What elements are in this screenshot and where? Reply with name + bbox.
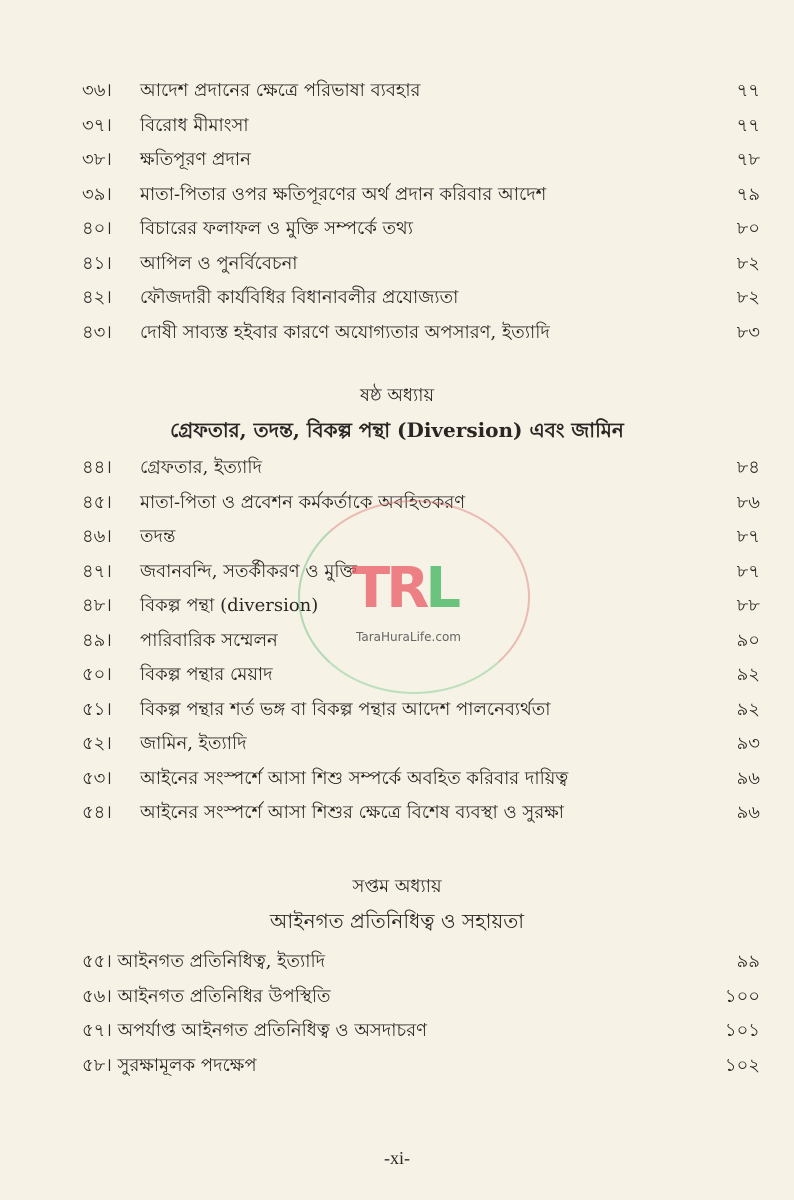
toc-entry [82, 281, 760, 316]
entry-number: ৫৩। [82, 767, 112, 789]
entry-title: বিরোধ মীমাংসা [140, 114, 249, 136]
toc-entry [82, 693, 760, 728]
entry-page: ৯২ [736, 698, 760, 720]
toc-entry [82, 980, 760, 1015]
toc-entry [82, 143, 760, 178]
entry-number: ৩৮। [82, 149, 112, 170]
entry-page: ৯৯ [736, 951, 760, 972]
toc-entry [82, 1014, 760, 1049]
toc-entry [82, 109, 760, 144]
entry-title: অপর্যাপ্ত আইনগত প্রতিনিধিত্ব ও অসদাচরণ [117, 1020, 427, 1041]
toc-entry [82, 945, 760, 980]
watermark-text: TaraHuraLife.com [356, 630, 461, 644]
toc-entry [82, 727, 760, 762]
entry-page: ৭৭ [736, 114, 760, 136]
entry-title: বিকল্প পন্থা (diversion) [140, 595, 319, 616]
entry-title: সুরক্ষামূলক পদক্ষেপ [117, 1054, 257, 1076]
entry-number: ৪৬। [82, 526, 112, 547]
entry-title: ফৌজদারী কার্যবিধির বিধানাবলীর প্রযোজ্যতা [140, 287, 459, 308]
entry-page: ৮৮ [736, 595, 760, 616]
toc-entry [82, 74, 760, 109]
entry-title: বিচারের ফলাফল ও মুক্তি সম্পর্কে তথ্য [140, 218, 413, 239]
entry-page: ৮৭ [736, 560, 760, 582]
entry-number: ৪২। [82, 287, 112, 308]
entry-number: ৩৯। [82, 183, 112, 205]
entry-title: আদেশ প্রদানের ক্ষেত্রে পরিভাষা ব্যবহার [140, 80, 421, 101]
entry-number: ৪০। [82, 218, 112, 239]
entry-title: আপিল ও পুনর্বিবেচনা [140, 252, 298, 274]
entry-page: ৮৩ [736, 321, 760, 343]
entry-title: দোষী সাব্যস্ত হইবার কারণে অযোগ্যতার অপসারণ, ইত্যাদি [140, 321, 550, 343]
entry-page: ৭৮ [736, 149, 760, 170]
chapter6-subheading: গ্রেফতার, তদন্ত, বিকল্প পন্থা (Diversion) এবং জামিন [170, 418, 624, 442]
entry-number: ৪৮। [82, 595, 112, 616]
entry-title: আইনগত প্রতিনিধিত্ব, ইত্যাদি [117, 951, 326, 972]
toc-entry [82, 589, 760, 624]
entry-page: ৮৬ [736, 491, 760, 513]
entry-title: মাতা-পিতার ওপর ক্ষতিপূরণের অর্থ প্রদান করিবার আদেশ [140, 183, 547, 205]
toc-list-chapter7 [82, 945, 760, 1083]
toc-entry [82, 316, 760, 351]
watermark-logo: TRL [352, 556, 458, 621]
entry-number: ৪৪। [82, 457, 112, 478]
toc-entry [82, 178, 760, 213]
entry-page: ৮৭ [736, 526, 760, 547]
entry-title: আইনগত প্রতিনিধির উপস্থিতি [117, 985, 331, 1007]
entry-number: ৫১। [82, 698, 112, 720]
entry-number: ৫৭। [82, 1020, 112, 1041]
entry-number: ৪৩। [82, 321, 112, 343]
page-number: -xi- [384, 1148, 410, 1168]
entry-number: ৪৭। [82, 560, 112, 582]
entry-number: ৩৭। [82, 114, 112, 136]
entry-title: গ্রেফতার, ইত্যাদি [140, 457, 262, 478]
entry-number: ৪৯। [82, 629, 112, 651]
entry-page: ৯২ [736, 664, 760, 685]
chapter6-heading: ষষ্ঠ অধ্যায় [359, 385, 435, 406]
entry-page: ৭৯ [736, 183, 760, 205]
toc-entry [82, 762, 760, 797]
entry-title: তদন্ত [140, 526, 176, 547]
entry-page: ৯০ [736, 629, 760, 651]
entry-page: ৭৭ [736, 80, 760, 101]
toc-entry [82, 796, 760, 831]
toc-entry [82, 624, 760, 659]
entry-page: ৯৩ [736, 733, 760, 754]
entry-title: জবানবন্দি, সতর্কীকরণ ও মুক্তি [140, 560, 357, 582]
entry-number: ৩৬। [82, 80, 112, 101]
entry-number: ৫৬। [82, 985, 112, 1007]
entry-number: ৫২। [82, 733, 112, 754]
entry-page: ১০০ [724, 985, 760, 1007]
entry-number: ৫০। [82, 664, 112, 685]
toc-entry [82, 658, 760, 693]
entry-number: ৫৮। [82, 1054, 112, 1076]
chapter7-subheading: আইনগত প্রতিনিধিত্ব ও সহায়তা [269, 909, 525, 933]
entry-page: ৮২ [736, 287, 760, 308]
entry-title: আইনের সংস্পর্শে আসা শিশু সম্পর্কে অবহিত করিবার দায়িত্ব [140, 767, 569, 789]
entry-page: ১০২ [724, 1054, 760, 1076]
entry-title: পারিবারিক সম্মেলন [140, 629, 278, 651]
toc-entry [82, 451, 760, 486]
entry-title: বিকল্প পন্থার শর্ত ভঙ্গ বা বিকল্প পন্থার আদেশ পালনেব্যর্থতা [140, 698, 551, 720]
chapter7-heading: সপ্তম অধ্যায় [352, 876, 442, 897]
toc-entry [82, 520, 760, 555]
entry-number: ৫৪। [82, 802, 112, 823]
entry-title: আইনের সংস্পর্শে আসা শিশুর ক্ষেত্রে বিশেষ ব্যবস্থা ও সুরক্ষা [140, 802, 565, 823]
toc-entry [82, 486, 760, 521]
toc-entry [82, 212, 760, 247]
entry-page: ৮০ [736, 218, 760, 239]
entry-page: ৮৪ [736, 457, 760, 478]
entry-page: ১০১ [724, 1020, 760, 1041]
toc-entry [82, 247, 760, 282]
entry-page: ৯৬ [736, 767, 760, 789]
entry-title: ক্ষতিপূরণ প্রদান [140, 149, 251, 170]
toc-list-chapter5 [82, 74, 760, 350]
entry-title: জামিন, ইত্যাদি [140, 733, 247, 754]
entry-title: বিকল্প পন্থার মেয়াদ [140, 664, 273, 685]
entry-page: ৮২ [736, 252, 760, 274]
toc-entry [82, 555, 760, 590]
entry-number: ৪১। [82, 252, 112, 274]
entry-number: ৫৫। [82, 951, 112, 972]
toc-list-chapter6 [82, 451, 760, 831]
entry-number: ৪৫। [82, 491, 112, 513]
entry-page: ৯৬ [736, 802, 760, 823]
entry-title: মাতা-পিতা ও প্রবেশন কর্মকর্তাকে অবহিতকরণ [140, 491, 466, 513]
toc-entry [82, 1049, 760, 1084]
